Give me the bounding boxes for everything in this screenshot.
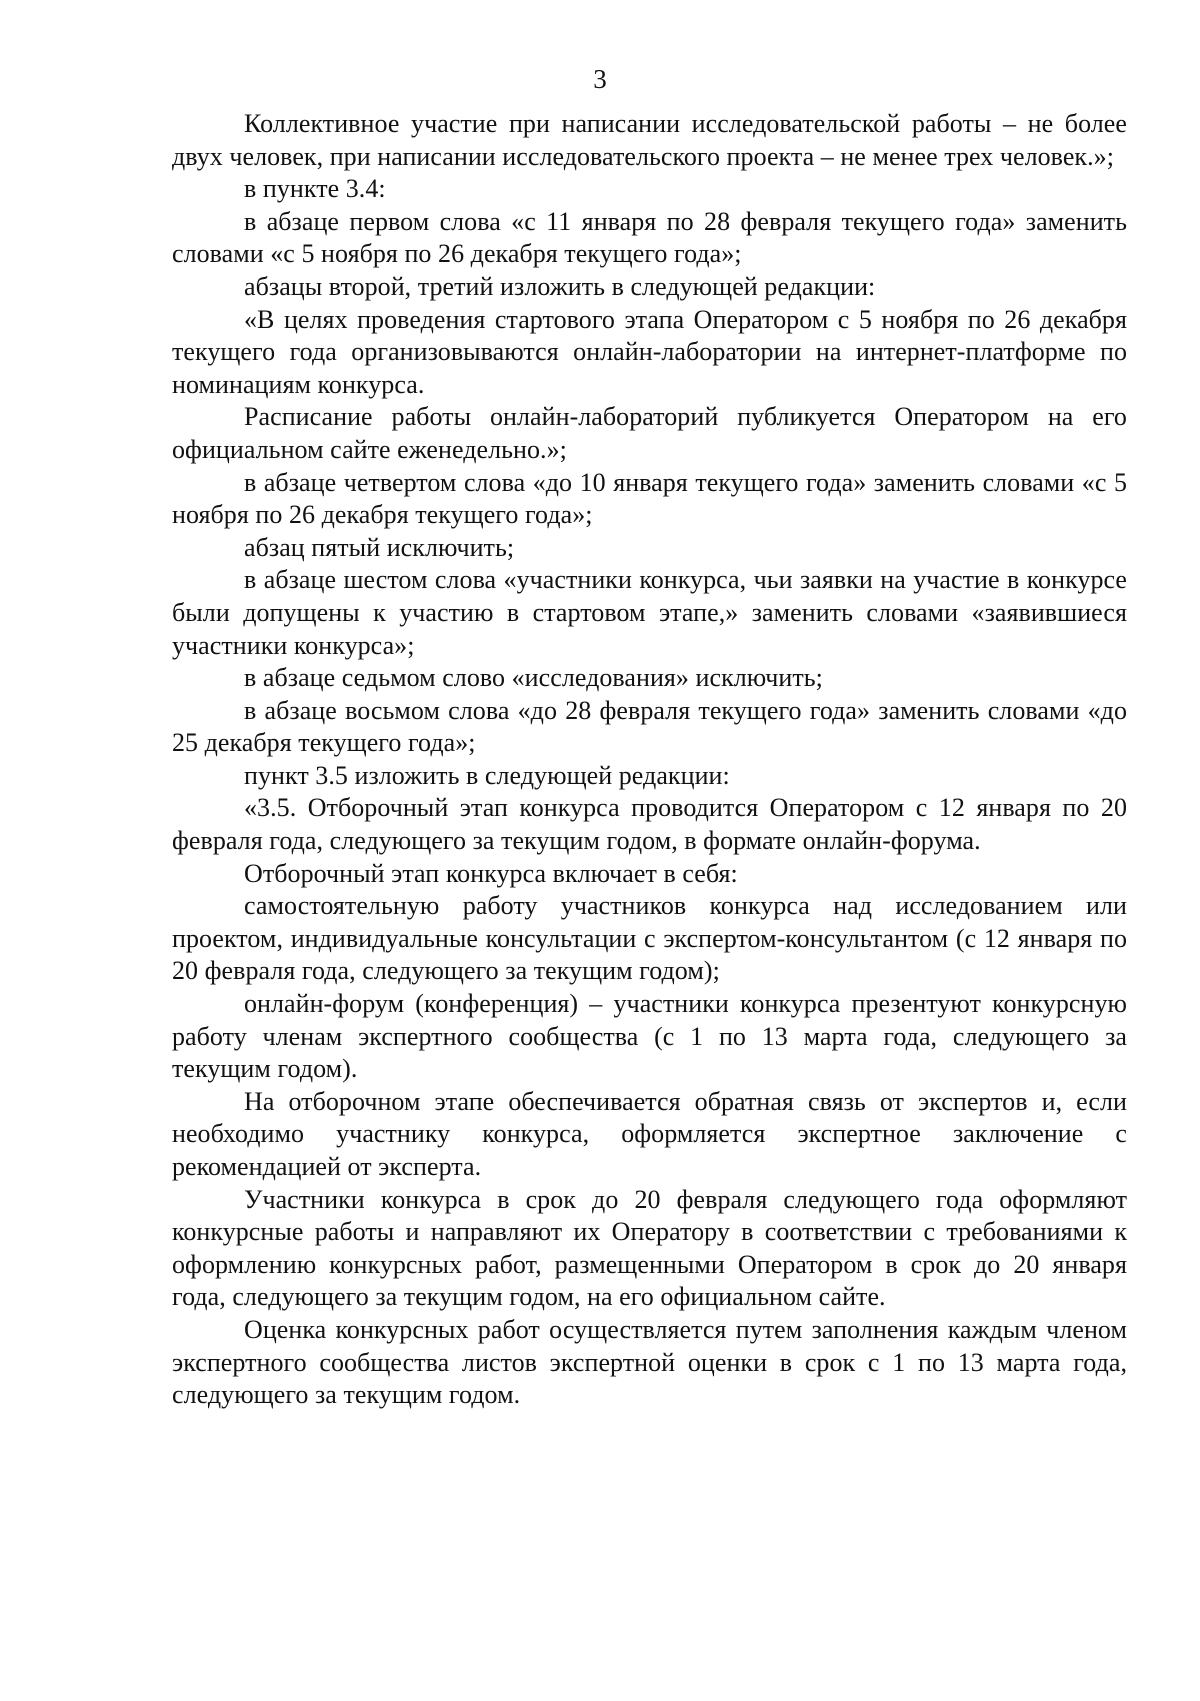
paragraph: На отборочном этапе обеспечивается обратная связь от экспертов и, если необходимо участнику конкурса, оформляется экспертное заключение с рекомендацией от эксперта. — [172, 1086, 1127, 1181]
paragraph: Отборочный этап конкурса включает в себя: — [244, 858, 738, 888]
paragraph: Расписание работы онлайн-лабораторий публикуется Оператором на его официальном сайте еженедельно.»; — [172, 402, 1127, 464]
paragraph: абзац пятый исключить; — [244, 532, 515, 562]
paragraph: в пункте 3.4: — [244, 174, 386, 204]
page-number: 3 — [593, 64, 607, 94]
paragraph: Коллективное участие при написании исследовательской работы – не более двух человек, при написании исследовательского проекта – не менее трех человек.»; — [172, 109, 1127, 171]
paragraph: абзацы второй, третий изложить в следующей редакции: — [244, 271, 876, 301]
paragraph: самостоятельную работу участников конкурса над исследованием или проектом, индивидуальные консультации с экспертом-консультантом (с 12 января по 20 февраля года, следующего за текущим годом); — [172, 891, 1127, 986]
paragraph: Оценка конкурсных работ осуществляется путем заполнения каждым членом экспертного сообщества листов экспертной оценки в срок с 1 по 13 марта года, следующего за текущим годом. — [172, 1314, 1127, 1410]
paragraph: в абзаце шестом слова «участники конкурса, чьи заявки на участие в конкурсе были допущены к участию в стартовом этапе,» заменить словами «заявившиеся участники конкурса»; — [172, 565, 1127, 660]
paragraph: в абзаце восьмом слова «до 28 февраля текущего года» заменить словами «до 25 декабря текущего года»; — [172, 695, 1127, 758]
paragraph: онлайн-форум (конференция) – участники конкурса презентуют конкурсную работу членам экспертного сообщества (с 1 по 13 марта года, следующего за текущим годом). — [172, 989, 1127, 1084]
document-body — [172, 108, 1127, 1412]
paragraph: «В целях проведения стартового этапа Оператором с 5 ноября по 26 декабря текущего года организовываются онлайн-лаборатории на интернет-платформе по номинациям конкурса. — [172, 304, 1127, 399]
paragraph: пункт 3.5 изложить в следующей редакции: — [244, 760, 730, 790]
paragraph: в абзаце седьмом слово «исследования» исключить; — [244, 663, 823, 693]
paragraph: «3.5. Отборочный этап конкурса проводится Оператором с 12 января по 20 февраля года, следующего за текущим годом, в формате онлайн-форума. — [172, 793, 1127, 856]
paragraph: в абзаце первом слова «с 11 января по 28 февраля текущего года» заменить словами «с 5 ноября по 26 декабря текущего года»; — [172, 206, 1127, 269]
paragraph: в абзаце четвертом слова «до 10 января текущего года» заменить словами «с 5 ноября по 26 декабря текущего года»; — [172, 467, 1127, 530]
paragraph: Участники конкурса в срок до 20 февраля следующего года оформляют конкурсные работы и направляют их Оператору в соответствии с требованиями к оформлению конкурсных работ, размещенными Оператором в срок до 20 января года, следующего за текущим годом, на его официальном сайте. — [172, 1184, 1127, 1312]
